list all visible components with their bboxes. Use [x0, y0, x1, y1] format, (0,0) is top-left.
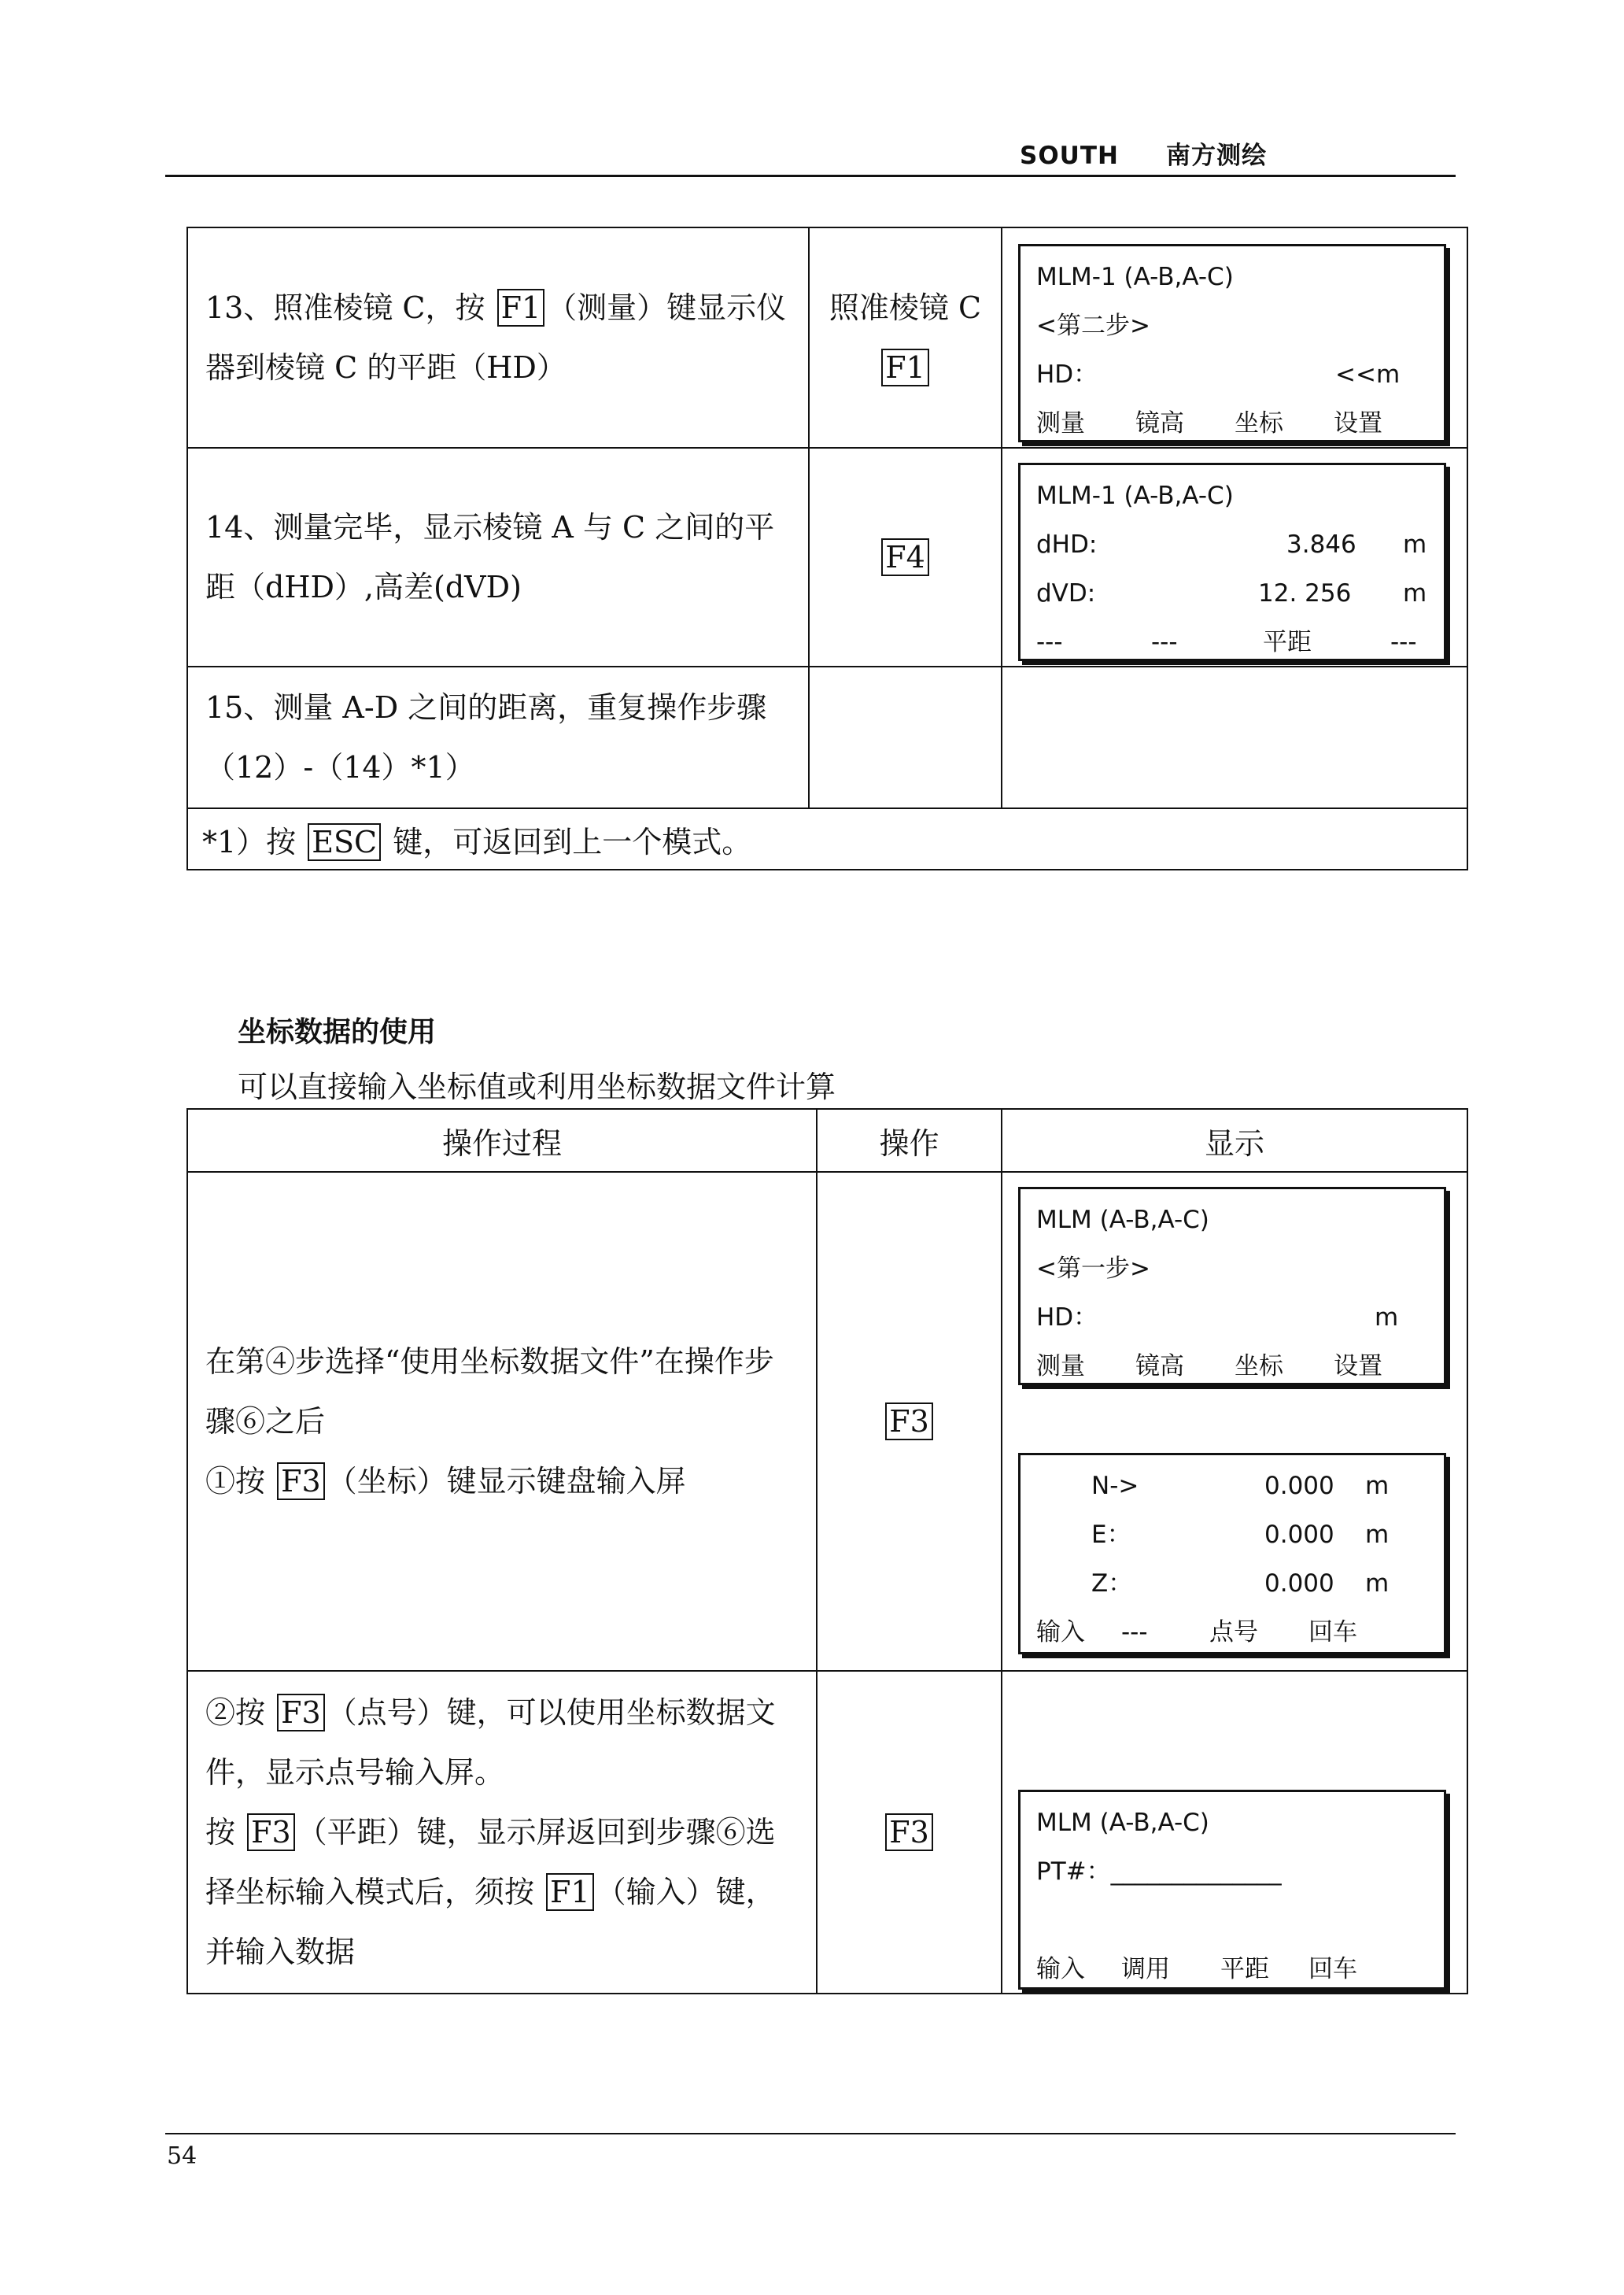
softkey: 点号	[1209, 1618, 1258, 1646]
table-row	[187, 227, 1467, 448]
softkey: 测量	[1036, 1352, 1085, 1380]
column-header: 显示	[1002, 1109, 1467, 1172]
key-esc: ESC	[308, 823, 381, 861]
section-intro: 可以直接输入坐标值或利用坐标数据文件计算	[238, 1070, 836, 1104]
key-f1: F1	[497, 289, 545, 327]
lcd-screen: MLM (A-B,A-C) PT#：______________ 输入 调用 平距 回车	[1018, 1790, 1446, 1990]
key-f3: F3	[247, 1813, 295, 1851]
lcd-screen: MLM-1 (A-B,A-C) dHD: 3.846 m dVD: 12. 256 m --- --- 平距 ---	[1018, 463, 1446, 661]
section-title: 坐标数据的使用	[238, 1016, 437, 1048]
softkey: 平距	[1220, 1955, 1269, 1983]
lcd-screen: MLM-1 (A-B,A-C) <第二步> HD： <<m 测量 镜高 坐标 设置	[1018, 244, 1446, 442]
step-operation	[809, 667, 1002, 808]
procedure-table-2	[186, 1108, 1468, 1994]
brand-name: SOUTH	[1020, 142, 1119, 170]
softkey: 坐标	[1235, 1352, 1283, 1380]
key-f1: F1	[881, 349, 929, 386]
step-display	[1002, 227, 1467, 448]
softkey: 镜高	[1135, 1352, 1184, 1380]
softkey-row	[1036, 1342, 1428, 1391]
key-f3: F3	[885, 1813, 933, 1851]
step-display	[1002, 667, 1467, 808]
key-f3: F3	[277, 1694, 325, 1731]
softkey: 回车	[1308, 1955, 1357, 1983]
table-row	[187, 1671, 1467, 1994]
softkey: 回车	[1308, 1618, 1357, 1646]
step-description: ②按 F3 （点号）键，可以使用坐标数据文件，显示点号输入屏。 按 F3 （平距）键，显示屏返回到步骤⑥选择坐标输入模式后，须按 F1 （输入）键，并输入数据	[187, 1671, 817, 1994]
key-f4: F4	[881, 538, 929, 576]
step-display	[1002, 1671, 1467, 1994]
step-display	[1002, 448, 1467, 667]
lcd-screen: MLM (A-B,A-C) <第一步> HD： m 测量 镜高 坐标 设置	[1018, 1187, 1446, 1385]
softkey-row	[1036, 399, 1428, 448]
softkey: 镜高	[1135, 409, 1184, 438]
step-operation	[817, 1671, 1002, 1994]
step-description: 在第④步选择“使用坐标数据文件”在操作步骤⑥之后 ①按 F3 （坐标）键显示键盘输入屏	[187, 1172, 817, 1671]
page-number: 54	[167, 2142, 197, 2170]
column-header: 操作	[817, 1109, 1002, 1172]
step-description: 14、测量完毕，显示棱镜 A 与 C 之间的平距（dHD）,高差(dVD)	[187, 448, 809, 667]
footnote: *1）按 ESC 键，可返回到上一个模式。	[187, 808, 1467, 870]
softkey: ---	[1390, 628, 1417, 656]
step-display	[1002, 1172, 1467, 1671]
softkey: ---	[1121, 1618, 1148, 1646]
footer-rule	[165, 2133, 1456, 2134]
step-description: 15、测量 A-D 之间的距离，重复操作步骤（12）-（14）*1）	[187, 667, 809, 808]
key-f1: F1	[546, 1873, 594, 1911]
table-row	[187, 448, 1467, 667]
table-row	[187, 667, 1467, 808]
softkey: 输入	[1036, 1955, 1085, 1983]
softkey: 设置	[1334, 409, 1382, 438]
column-header: 操作过程	[187, 1109, 817, 1172]
table-row	[187, 808, 1467, 870]
softkey-row	[1036, 1945, 1428, 1994]
step-operation	[809, 448, 1002, 667]
softkey: ---	[1036, 628, 1063, 656]
softkey-row	[1036, 618, 1428, 667]
step-description: 13、照准棱镜 C，按 F1 （测量）键显示仪器到棱镜 C 的平距（HD）	[187, 227, 809, 448]
softkey: 输入	[1036, 1618, 1085, 1646]
softkey: 设置	[1334, 1352, 1382, 1380]
header-rule	[165, 175, 1456, 177]
softkey: 坐标	[1235, 409, 1283, 438]
table-row	[187, 1172, 1467, 1671]
brand-name-cn: 南方测绘	[1165, 142, 1267, 170]
softkey: 平距	[1263, 628, 1312, 656]
lcd-screen: N-> 0.000 m E： 0.000 m Z： 0.000 m 输入 --- 点号 回车	[1018, 1453, 1446, 1654]
key-f3: F3	[277, 1462, 325, 1500]
header-brand	[1020, 135, 1267, 171]
softkey: ---	[1151, 628, 1178, 656]
softkey: 测量	[1036, 409, 1085, 438]
procedure-table-1	[186, 227, 1468, 870]
key-f3: F3	[885, 1402, 933, 1440]
table-header-row	[187, 1109, 1467, 1172]
softkey: 调用	[1121, 1955, 1170, 1983]
softkey-row	[1036, 1608, 1428, 1657]
step-operation: 照准棱镜 C F1	[809, 227, 1002, 448]
step-operation	[817, 1172, 1002, 1671]
